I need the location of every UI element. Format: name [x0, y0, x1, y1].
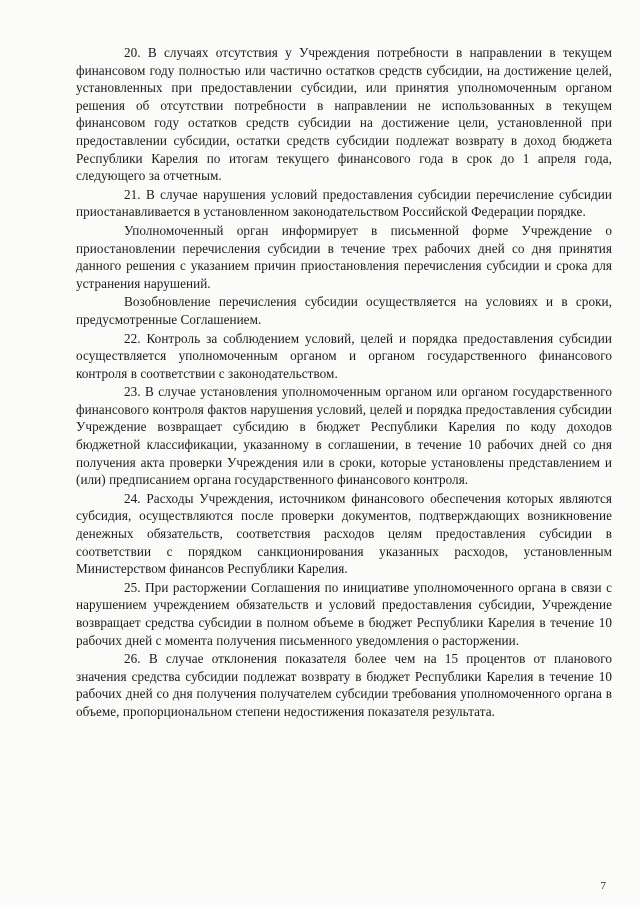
paragraph-25: 25. При расторжении Соглашения по инициативе уполномоченного органа в связи с нарушением учреждением обязательств и условий предоставления субсидии, Учреждение возвращает средства субсидии в полном объеме в бюджет Республики Карелия в течение 10 рабочих дней с момента получения письменного уведомления о расторжении.: [76, 579, 612, 648]
paragraph-21-resumption: Возобновление перечисления субсидии осуществляется на условиях и в сроки, предусмотренные Соглашением.: [76, 294, 612, 327]
paragraph-21-notification: Уполномоченный орган информирует в письменной форме Учреждение о приостановлении перечисления субсидии в течение трех рабочих дней со дня принятия данного решения с указанием причин приостановления перечисления субсидии и срока для устранения нарушений.: [76, 222, 612, 291]
page-number: 7: [600, 880, 606, 892]
document-body: [76, 44, 612, 722]
paragraph-21: 21. В случае нарушения условий предоставления субсидии перечисление субсидии приостанавливается в установленном законодательством Российской Федерации порядке.: [76, 186, 612, 220]
paragraph-24: 24. Расходы Учреждения, источником финансового обеспечения которых являются субсидия, осуществляются после проверки документов, подтверждающих возникновение денежных обязательств, соответствия расходов целям предоставления субсидии в соответствии с порядком санкционирования указанных расходов, установленным Министерством финансов Республики Карелия.: [76, 490, 612, 577]
paragraph-26: 26. В случае отклонения показателя более чем на 15 процентов от планового значения средства субсидии подлежат возврату в бюджет Республики Карелия в течение 10 рабочих дней со дня получения получателем субсидии требования уполномоченного органа в объеме, пропорциональном степени недостижения показателя результата.: [76, 651, 612, 719]
paragraph-23: 23. В случае установления уполномоченным органом или органом государственного финансового контроля фактов нарушения условий, целей и порядка предоставления субсидии Учреждение возвращает субсидию в бюджет Республики Карелия по коду доходов бюджетной классификации, указанному в соглашении, в течение 10 рабочих дней со дня получения акта проверки Учреждения или в сроки, которые установлены представлением и (или) предписанием органа государственного финансового контроля.: [76, 384, 612, 488]
paragraph-22: 22. Контроль за соблюдением условий, целей и порядка предоставления субсидии осуществляется уполномоченным органом и органом государственного финансового контроля в соответствии с законодательством.: [76, 330, 612, 381]
paragraph-20: 20. В случаях отсутствия у Учреждения потребности в направлении в текущем финансовом году полностью или частично остатков средств субсидии, на достижение целей, установленных при предоставлении субсидии, или принятия уполномоченным органом решения об отсутствии потребности в направлении не использованных в текущем финансовом году остатков средств субсидии на достижение цели, установленной при предоставлении субсидии, остатки средств субсидии подлежат возврату в доход бюджета Республики Карелия по итогам текущего финансового года в срок до 1 апреля года, следующего за отчетным.: [76, 45, 612, 184]
